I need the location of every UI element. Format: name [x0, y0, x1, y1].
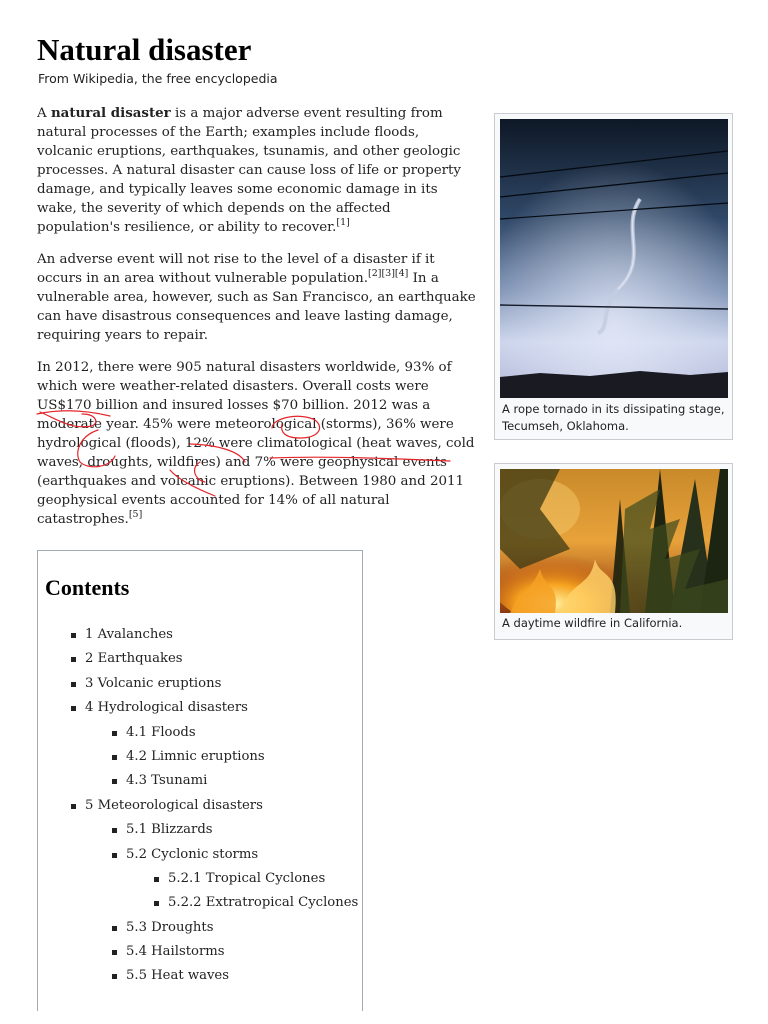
- toc-item-limnic-eruptions[interactable]: 4.2 Limnic eruptions: [126, 747, 358, 771]
- toc-item-extratropical-cyclones[interactable]: 5.2.2 Extratropical Cyclones: [168, 893, 358, 917]
- toc-item-meteorological-disasters[interactable]: 5 Meteorological disasters: [85, 796, 358, 820]
- toc-item-hydrological-disasters[interactable]: 4 Hydrological disasters: [85, 698, 358, 722]
- paragraph-text: In 2012, there were 905 natural disasters worldwide, 93% of which were weather-related disasters. Overall costs were US$170 billion and insured losses $70 billion. 2012 was a moderate year. 45% were meteorological (storms), 36% were hydrological (floods), 12% were climatological (heat waves, cold waves, droughts, wildfires) and 7% were geophysical events (earthquakes and volcanic eruptions). Between 1980 and 2011 geophysical events accounted for 14% of all natural catastrophes.: [37, 360, 475, 527]
- wildfire-figure: [494, 463, 733, 640]
- paragraph-statistics: [37, 358, 477, 529]
- tornado-caption: A rope tornado in its dissipating stage, Tecumseh, Oklahoma.: [502, 402, 725, 433]
- toc-item-floods[interactable]: 4.1 Floods: [126, 723, 358, 747]
- wildfire-photo: [500, 469, 728, 613]
- paragraph-text: is a major adverse event resulting from natural processes of the Earth; examples include floods, volcanic eruptions, earthquakes, tsunamis, and other geologic processes. A natural disaster can cause loss of life or property damage, and typically leaves some economic damage in its wake, the severity of which depends on the affected population's resilience, or ability to recover.: [37, 106, 461, 235]
- toc-heading: Contents: [45, 575, 130, 600]
- toc-item-blizzards[interactable]: 5.1 Blizzards: [126, 820, 358, 844]
- toc-item-tsunami[interactable]: 4.3 Tsunami: [126, 771, 358, 795]
- toc-item-hailstorms[interactable]: 5.4 Hailstorms: [126, 942, 358, 966]
- paragraph-text: An adverse event will not rise to the level of a disaster if it occurs in an area without vulnerable population.: [37, 252, 435, 286]
- toc-list: [38, 625, 358, 991]
- tornado-figure: [494, 113, 733, 440]
- reference-link[interactable]: [1]: [336, 217, 350, 228]
- toc-item-avalanches[interactable]: 1 Avalanches: [85, 625, 358, 649]
- paragraph-intro: [37, 104, 477, 237]
- reference-link[interactable]: [2][3][4]: [368, 268, 409, 279]
- tornado-photo: [500, 119, 728, 398]
- paragraph-vulnerability: [37, 250, 477, 345]
- bold-term: natural disaster: [50, 105, 171, 121]
- toc-item-volcanic-eruptions[interactable]: 3 Volcanic eruptions: [85, 674, 358, 698]
- toc-item-earthquakes[interactable]: 2 Earthquakes: [85, 649, 358, 673]
- toc-item-tropical-cyclones[interactable]: 5.2.1 Tropical Cyclones: [168, 869, 358, 893]
- article-body: [37, 104, 477, 542]
- wildfire-image[interactable]: [500, 469, 728, 613]
- toc-item-heat-waves[interactable]: 5.5 Heat waves: [126, 966, 358, 990]
- tornado-image[interactable]: [500, 119, 728, 398]
- toc-item-cyclonic-storms[interactable]: 5.2 Cyclonic storms: [126, 845, 358, 869]
- paragraph-text: In a vulnerable area, however, such as San Francisco, an earthquake can have disastrous consequences and leave lasting damage, requiring years to repair.: [37, 271, 476, 343]
- page-subtitle: From Wikipedia, the free encyclopedia: [38, 71, 278, 86]
- toc-item-droughts[interactable]: 5.3 Droughts: [126, 918, 358, 942]
- page-title: Natural disaster: [37, 32, 252, 67]
- table-of-contents: [37, 550, 363, 1011]
- wildfire-caption: A daytime wildfire in California.: [502, 616, 683, 630]
- paragraph-text: A: [37, 106, 51, 121]
- reference-link[interactable]: [5]: [128, 509, 143, 520]
